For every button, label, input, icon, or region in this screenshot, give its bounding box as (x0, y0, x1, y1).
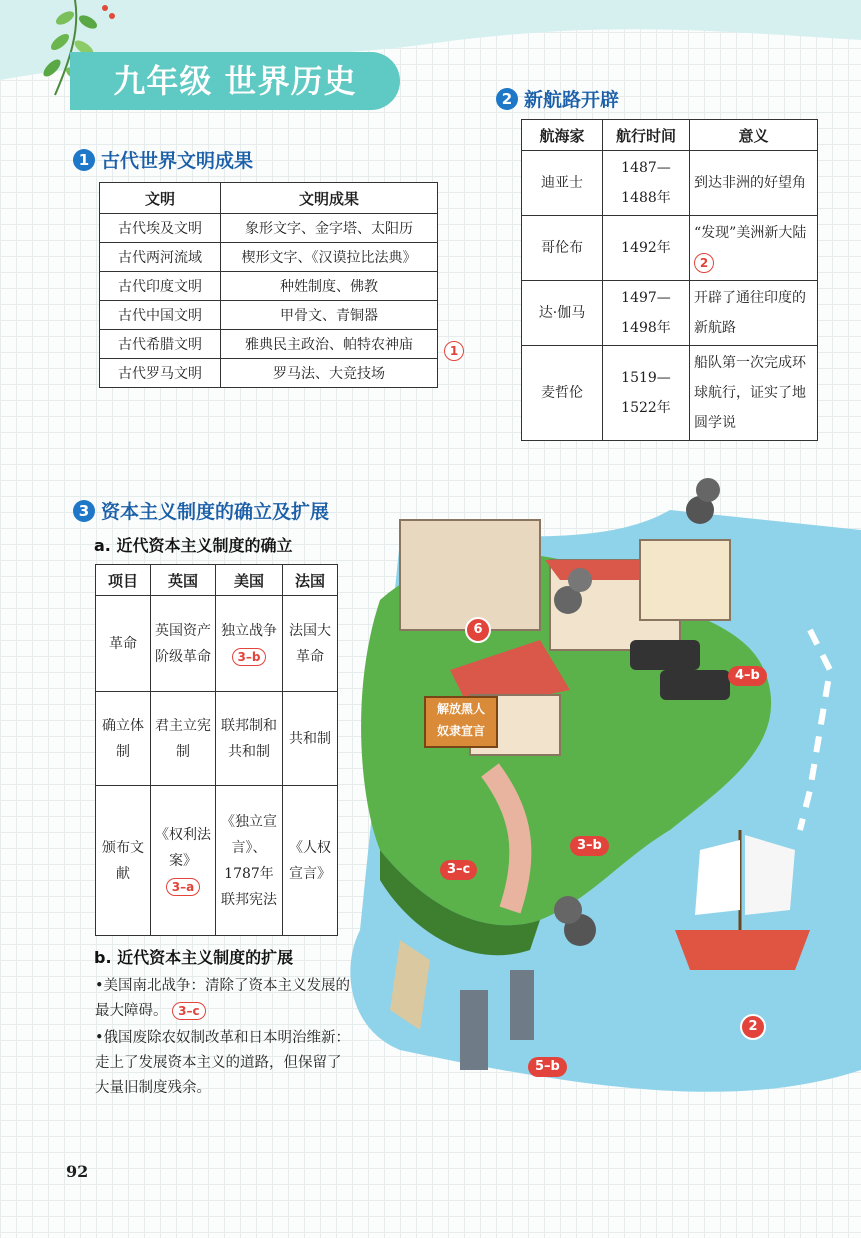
table-row (522, 216, 818, 281)
table-cell: 象形文字、金字塔、太阳历 (221, 214, 438, 243)
list-item: •俄国废除农奴制改革和日本明治维新：走上了发展资本主义的道路，但保留了大量旧制度残余。 (95, 1030, 351, 1096)
table-cell: 古代中国文明 (100, 301, 221, 330)
bullet-text: •美国南北战争：清除了资本主义发展的最大障碍。 (95, 978, 351, 1019)
table-row (96, 596, 338, 692)
table-row (100, 243, 438, 272)
table-cell: 联邦制和共和制 (216, 692, 283, 786)
table-cell: 1492年 (603, 216, 690, 281)
table-cell: 罗马法、大竞技场 (221, 359, 438, 388)
table-cell: 达·伽马 (522, 281, 603, 346)
table-header: 英国 (151, 565, 216, 596)
section2-heading (496, 85, 619, 112)
time-end: 1498年 (621, 320, 671, 336)
page-number: 92 (66, 1162, 89, 1181)
cell-text: 《权利法案》 (155, 826, 211, 869)
map-label: 3–b (570, 836, 609, 856)
table-cell: 确立体制 (96, 692, 151, 786)
table-row (96, 692, 338, 786)
table-cell: 君主立宪制 (151, 692, 216, 786)
table-row (522, 346, 818, 441)
table-header: 航行时间 (603, 120, 690, 151)
table-cell (603, 346, 690, 441)
time-start: 1497— (621, 290, 671, 306)
bullet-list (95, 974, 355, 1103)
illustration-drawing (340, 470, 861, 1160)
sign-line: 解放黑人 (436, 702, 485, 716)
table-row (522, 151, 818, 216)
time-end: 1522年 (621, 400, 671, 416)
table-cell: 英国资产阶级革命 (151, 596, 216, 692)
table-row (100, 359, 438, 388)
reference-tag: 3–c (172, 1002, 205, 1020)
table-cell (151, 786, 216, 936)
section2-number: 2 (496, 88, 518, 110)
reference-tag: 3–a (166, 878, 200, 896)
map-label: 4–b (728, 666, 767, 686)
table-cell: 革命 (96, 596, 151, 692)
section1-title: 古代世界文明成果 (101, 150, 254, 172)
table-row (100, 330, 438, 359)
time-start: 1519— (621, 370, 671, 386)
section3-number: 3 (73, 500, 95, 522)
map-label: 6 (465, 617, 491, 643)
table-row (522, 281, 818, 346)
table-cell (690, 216, 818, 281)
table-cell: 哥伦布 (522, 216, 603, 281)
table-header: 航海家 (522, 120, 603, 151)
table-cell (216, 596, 283, 692)
reference-tag: 2 (694, 253, 714, 273)
table-cell: 麦哲伦 (522, 346, 603, 441)
reference-tag: 1 (444, 341, 464, 361)
table-cell: 古代埃及文明 (100, 214, 221, 243)
table-cell: 楔形文字、《汉谟拉比法典》 (221, 243, 438, 272)
table-cell: 甲骨文、青铜器 (221, 301, 438, 330)
navigators-table (521, 119, 818, 441)
table-cell: 古代希腊文明 (100, 330, 221, 359)
page-title: 九年级 世界历史 (70, 52, 400, 110)
cell-text: 独立战争 (221, 622, 277, 639)
reference-tag: 3–b (232, 648, 267, 666)
subsection-a-title: a. 近代资本主义制度的确立 (94, 536, 293, 555)
capitalism-table (95, 564, 338, 936)
proclamation-sign (424, 696, 498, 748)
table-cell: 古代罗马文明 (100, 359, 221, 388)
table-row (96, 786, 338, 936)
table-row (100, 272, 438, 301)
table-cell: 雅典民主政治、帕特农神庙 (221, 330, 438, 359)
time-end: 1488年 (621, 190, 671, 206)
table-cell: 船队第一次完成环球航行，证实了地圆学说 (690, 346, 818, 441)
table-row (100, 214, 438, 243)
map-label: 5–b (528, 1057, 567, 1077)
section2-title: 新航路开辟 (524, 89, 620, 111)
table-header: 意义 (690, 120, 818, 151)
table-cell: 颁布文献 (96, 786, 151, 936)
table-cell: 《人权宣言》 (283, 786, 338, 936)
section1-heading (73, 146, 253, 173)
list-item (95, 974, 355, 1024)
table-header: 法国 (283, 565, 338, 596)
table-cell: 种姓制度、佛教 (221, 272, 438, 301)
map-label: 3–c (440, 860, 477, 880)
table-cell: 古代两河流域 (100, 243, 221, 272)
section3-heading (73, 497, 329, 524)
table-cell: 古代印度文明 (100, 272, 221, 301)
table-cell: 迪亚士 (522, 151, 603, 216)
time-start: 1487— (621, 160, 671, 176)
section3-title: 资本主义制度的确立及扩展 (101, 501, 330, 523)
subsection-b-title: b. 近代资本主义制度的扩展 (94, 948, 294, 967)
table-header: 文明成果 (221, 183, 438, 214)
sign-line: 奴隶宣言 (436, 724, 485, 738)
table-header: 美国 (216, 565, 283, 596)
table-cell: 到达非洲的好望角 (690, 151, 818, 216)
meaning-text: “发现”美洲新大陆 (694, 225, 807, 241)
section1-number: 1 (73, 149, 95, 171)
table-header: 项目 (96, 565, 151, 596)
civilization-table (99, 182, 438, 388)
table-cell (603, 281, 690, 346)
map-label: 2 (740, 1014, 766, 1040)
history-illustration (340, 470, 861, 1160)
table-cell (603, 151, 690, 216)
table-cell: 开辟了通往印度的新航路 (690, 281, 818, 346)
table-header: 文明 (100, 183, 221, 214)
table-cell: 法国大革命 (283, 596, 338, 692)
table-cell: 《独立宣言》、1787年联邦宪法 (216, 786, 283, 936)
table-row (100, 301, 438, 330)
table-cell: 共和制 (283, 692, 338, 786)
